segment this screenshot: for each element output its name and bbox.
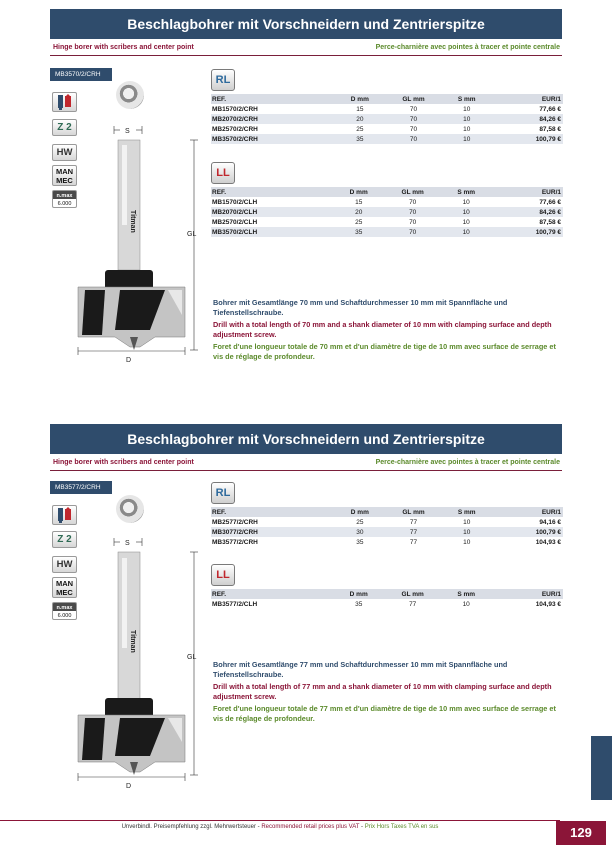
cell-gl: 77 (409, 538, 418, 546)
cell-d: 35 (355, 600, 363, 608)
nmax-value: 6.000 (57, 201, 72, 207)
drill-direction-icon (52, 92, 77, 112)
rl-table-2 (211, 507, 563, 547)
cell-ref: MB3570/2/CLH (211, 227, 335, 237)
cell-d: 35 (356, 538, 364, 546)
cell-ref: MB3077/2/CRH (211, 527, 336, 537)
footer-sep: - (359, 824, 365, 830)
cell-price: 84,26 € (490, 207, 563, 217)
cell-gl: 70 (384, 134, 443, 144)
cell-s: 10 (443, 134, 490, 144)
cell-s: 10 (462, 600, 470, 608)
table-row (211, 197, 563, 207)
ll-badge: LL (211, 564, 235, 586)
footer-note (0, 824, 560, 830)
cell-gl: 70 (409, 105, 418, 113)
cell-gl: 70 (409, 218, 417, 226)
col-ref: REF. (211, 589, 335, 599)
table-row (211, 517, 563, 527)
cell-d: 25 (356, 125, 364, 133)
col-s: S mm (443, 94, 490, 104)
cell-s: 10 (443, 527, 490, 537)
cell-price: 104,93 € (535, 600, 561, 608)
table-row (211, 104, 563, 114)
cell-ref: MB1570/2/CRH (212, 105, 258, 113)
table-header-row (211, 94, 563, 104)
footer-de: Unverbindl. Preisempfehlung zzgl. Mehrwertsteuer - (121, 824, 262, 830)
cell-s: 10 (443, 114, 490, 124)
col-d: D mm (336, 507, 384, 517)
hw-icon: HW (52, 556, 77, 573)
table-row (211, 527, 563, 537)
cell-s: 10 (462, 198, 470, 206)
cell-ref: MB2070/2/CRH (211, 114, 336, 124)
table-row (211, 227, 563, 237)
cell-ref: MB3570/2/CRH (211, 134, 336, 144)
nmax-label: n.max (56, 605, 73, 611)
cell-d: 25 (356, 518, 364, 526)
col-d: D mm (335, 589, 383, 599)
cell-gl: 70 (383, 207, 443, 217)
footer-fr: Prix Hors Taxes TVA en sus (364, 824, 439, 830)
rl-badge: RL (211, 69, 235, 91)
mec-label: MEC (56, 176, 73, 185)
cell-ref: MB2570/2/CRH (212, 125, 258, 133)
nmax-label: n.max (56, 193, 73, 199)
table-header-row (211, 507, 563, 517)
cell-gl: 70 (409, 125, 418, 133)
cell-s: 10 (463, 538, 471, 546)
cell-s: 10 (462, 218, 470, 226)
description-de: Bohrer mit Gesamtlänge 77 mm und Schaftdurchmesser 10 mm mit Spannfläche und Tiefenstellschraube. (213, 660, 508, 679)
col-s: S mm (443, 507, 490, 517)
footer-divider (0, 820, 560, 821)
cell-price: 104,93 € (535, 538, 561, 546)
description-en: Drill with a total length of 70 mm and a shank diameter of 10 mm with clamping surface and depth adjustment screw. (213, 320, 552, 339)
cell-ref: MB2070/2/CLH (211, 207, 335, 217)
cell-d: 15 (355, 198, 363, 206)
nmax-value: 6.000 (57, 613, 72, 619)
col-s: S mm (443, 187, 490, 197)
cell-d: 25 (355, 218, 363, 226)
cell-s: 10 (443, 227, 490, 237)
col-ref: REF. (211, 187, 335, 197)
cell-s: 10 (463, 518, 471, 526)
chuck-top-view-icon (116, 81, 144, 109)
cell-gl: 77 (409, 518, 418, 526)
section-1-subtitle-row (50, 42, 562, 56)
ll-badge: LL (211, 162, 235, 184)
cell-d: 35 (336, 134, 384, 144)
table-header-row (211, 187, 563, 197)
z2-icon: Z 2 (52, 119, 77, 136)
drill-drawing-2 (70, 530, 210, 792)
cell-price: 100,79 € (490, 527, 563, 537)
cell-price: 77,66 € (539, 105, 561, 113)
drill-drawing-1 (70, 115, 210, 365)
section-1-subtitle-fr: Perce-charnière avec pointes à tracer et pointe centrale (375, 44, 560, 51)
footer-en: Recommended retail prices plus VAT (261, 824, 360, 830)
col-price: EUR/1 (490, 94, 563, 104)
mec-label: MEC (56, 588, 73, 597)
col-s: S mm (443, 589, 490, 599)
table-row (211, 114, 563, 124)
cell-d: 20 (336, 114, 384, 124)
cell-price: 87,58 € (539, 218, 561, 226)
table-row (211, 599, 563, 609)
chuck-top-view-icon (116, 495, 144, 523)
drill-direction-icon (52, 505, 77, 525)
page-number: 129 (556, 821, 606, 845)
col-price: EUR/1 (490, 187, 563, 197)
col-price: EUR/1 (490, 589, 563, 599)
cell-price: 94,16 € (539, 518, 561, 526)
cell-ref: MB2577/2/CRH (212, 518, 258, 526)
cell-price: 77,66 € (539, 198, 561, 206)
description-fr: Foret d'une longueur totale de 77 mm et d'un diamètre de tige de 10 mm avec surface de serrage et vis de réglage de profondeur. (213, 704, 556, 723)
col-price: EUR/1 (490, 507, 563, 517)
ll-table-1 (211, 187, 563, 237)
cell-gl: 77 (384, 527, 443, 537)
description-fr: Foret d'une longueur totale de 70 mm et d'un diamètre de tige de 10 mm avec surface de serrage et vis de réglage de profondeur. (213, 342, 556, 361)
description-de: Bohrer mit Gesamtlänge 70 mm und Schaftdurchmesser 10 mm mit Spannfläche und Tiefenstellschraube. (213, 298, 508, 317)
table-header-row (211, 589, 563, 599)
table-row (211, 537, 563, 547)
cell-price: 100,79 € (490, 134, 563, 144)
cell-gl: 70 (409, 198, 417, 206)
section-2-subtitle-row (50, 457, 562, 471)
chapter-side-tab (591, 736, 612, 800)
s-dim-label: S (125, 128, 130, 135)
gl-dim-label: GL (187, 231, 197, 238)
section-2-subtitle-fr: Perce-charnière avec pointes à tracer et pointe centrale (375, 459, 560, 466)
man-label: MAN (55, 167, 74, 176)
man-label: MAN (55, 579, 74, 588)
description-en: Drill with a total length of 77 mm and a shank diameter of 10 mm with clamping surface and depth adjustment screw. (213, 682, 552, 701)
table-row (211, 217, 563, 227)
section-2-description (213, 660, 563, 726)
col-d: D mm (335, 187, 383, 197)
table-row (211, 134, 563, 144)
cell-ref: MB3577/2/CLH (212, 600, 258, 608)
table-row (211, 124, 563, 134)
brand-label: Titman (129, 630, 136, 653)
col-gl: GL mm (383, 589, 443, 599)
z2-icon: Z 2 (52, 531, 77, 548)
col-d: D mm (336, 94, 384, 104)
d-dim-label: D (126, 783, 132, 790)
col-gl: GL mm (383, 187, 443, 197)
hw-icon: HW (52, 144, 77, 161)
cell-s: 10 (443, 207, 490, 217)
cell-ref: MB3577/2/CRH (212, 538, 258, 546)
ll-table-2 (211, 589, 563, 609)
cell-gl: 77 (409, 600, 417, 608)
rl-badge: RL (211, 482, 235, 504)
col-ref: REF. (211, 94, 336, 104)
cell-price: 87,58 € (539, 125, 561, 133)
cell-gl: 70 (384, 114, 443, 124)
cell-d: 20 (335, 207, 383, 217)
rl-table-1 (211, 94, 563, 144)
table-row (211, 207, 563, 217)
gl-dim-label: GL (187, 654, 197, 661)
col-ref: REF. (211, 507, 336, 517)
d-dim-label: D (126, 357, 132, 364)
col-gl: GL mm (384, 94, 443, 104)
section-1-subtitle-de: Hinge borer with scribers and center point (53, 44, 194, 51)
cell-price: 100,79 € (490, 227, 563, 237)
cell-price: 84,26 € (490, 114, 563, 124)
cell-s: 10 (463, 105, 471, 113)
cell-d: 35 (335, 227, 383, 237)
section-1-code-tag: MB3570/2/CRH (50, 68, 112, 81)
cell-gl: 70 (383, 227, 443, 237)
cell-ref: MB1570/2/CLH (212, 198, 258, 206)
brand-label: Titman (129, 210, 136, 233)
section-1-title: Beschlagbohrer mit Vorschneidern und Zentrierspitze (50, 9, 562, 39)
cell-d: 15 (356, 105, 364, 113)
col-gl: GL mm (384, 507, 443, 517)
section-2-subtitle-de: Hinge borer with scribers and center point (53, 459, 194, 466)
section-2-title: Beschlagbohrer mit Vorschneidern und Zentrierspitze (50, 424, 562, 454)
section-2-code-tag: MB3577/2/CRH (50, 481, 112, 494)
cell-s: 10 (463, 125, 471, 133)
cell-d: 30 (336, 527, 384, 537)
cell-ref: MB2570/2/CLH (212, 218, 258, 226)
s-dim-label: S (125, 540, 130, 547)
section-1-description (213, 298, 563, 364)
